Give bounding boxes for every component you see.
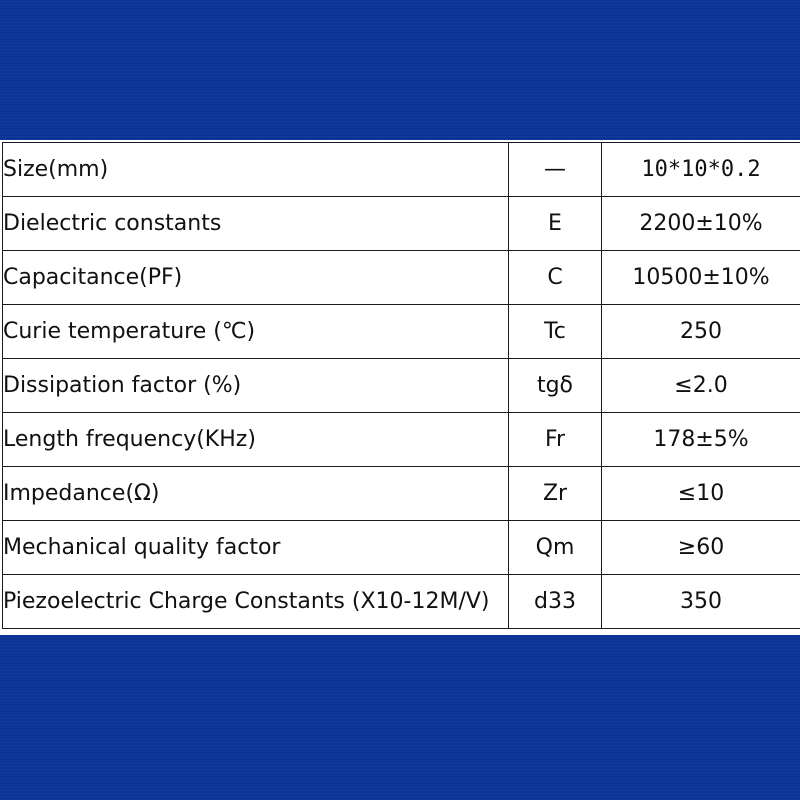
symbol-cell: E (509, 197, 602, 251)
parameter-cell: Mechanical quality factor (3, 521, 509, 575)
symbol-cell: Tc (509, 305, 602, 359)
table-row (3, 305, 800, 359)
value-cell: 250 (602, 305, 800, 359)
symbol-cell: — (509, 143, 602, 197)
table-row (3, 359, 800, 413)
table-row (3, 467, 800, 521)
symbol-cell: Fr (509, 413, 602, 467)
parameter-cell: Length frequency(KHz) (3, 413, 509, 467)
value-cell: 178±5% (602, 413, 800, 467)
parameter-cell: Curie temperature (℃) (3, 305, 509, 359)
parameter-cell: Dissipation factor (%) (3, 359, 509, 413)
table-row (3, 521, 800, 575)
table-row (3, 413, 800, 467)
parameter-cell: Size(mm) (3, 143, 509, 197)
symbol-cell: tgδ (509, 359, 602, 413)
value-cell: ≥60 (602, 521, 800, 575)
value-cell: 10500±10% (602, 251, 800, 305)
spec-table (2, 142, 800, 629)
table-row (3, 251, 800, 305)
table-row (3, 197, 800, 251)
value-cell: 350 (602, 575, 800, 629)
value-cell: ≤10 (602, 467, 800, 521)
symbol-cell: d33 (509, 575, 602, 629)
parameter-cell: Piezoelectric Charge Constants (X10-12M/V) (3, 575, 509, 629)
parameter-cell: Impedance(Ω) (3, 467, 509, 521)
table-row (3, 143, 800, 197)
value-cell: 10*10*0.2 (602, 143, 800, 197)
table-row (3, 575, 800, 629)
parameter-cell: Dielectric constants (3, 197, 509, 251)
spec-panel (0, 140, 800, 635)
value-cell: ≤2.0 (602, 359, 800, 413)
value-cell: 2200±10% (602, 197, 800, 251)
parameter-cell: Capacitance(PF) (3, 251, 509, 305)
symbol-cell: C (509, 251, 602, 305)
symbol-cell: Zr (509, 467, 602, 521)
symbol-cell: Qm (509, 521, 602, 575)
